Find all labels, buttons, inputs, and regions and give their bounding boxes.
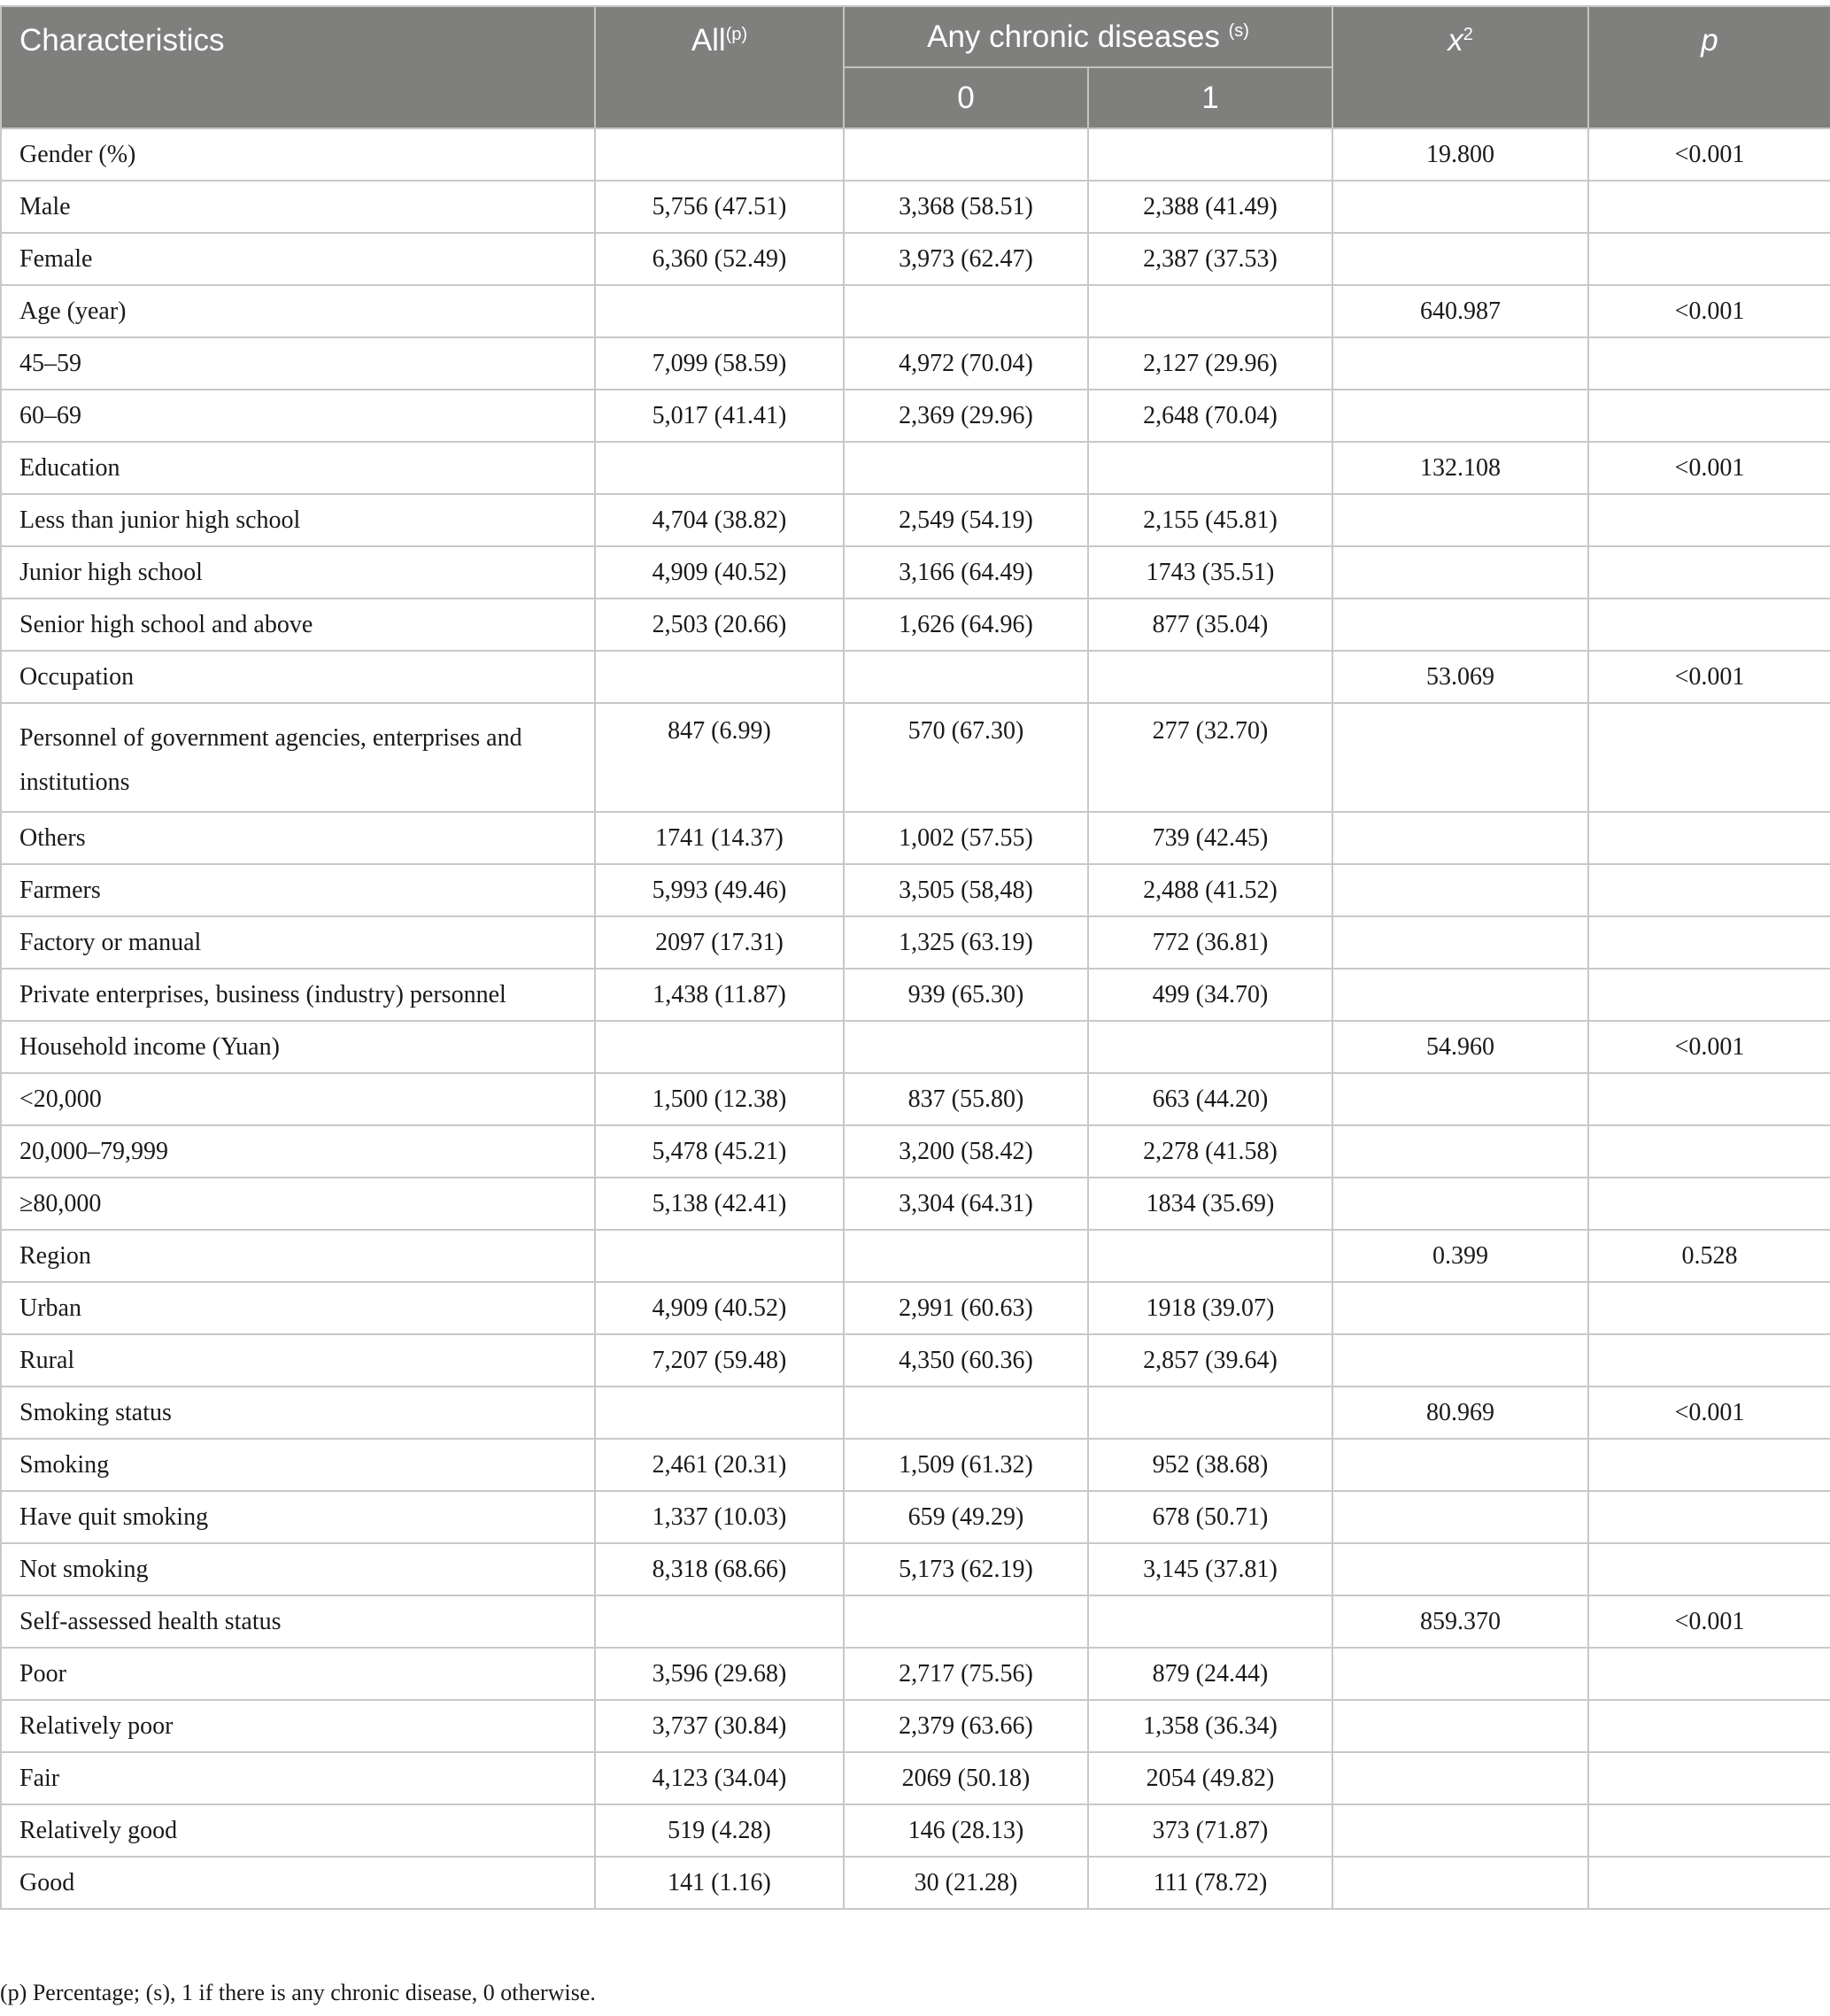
characteristic-cell: ≥80,000	[1, 1178, 595, 1230]
chronic-cell	[1088, 651, 1332, 703]
table-header	[1, 6, 1830, 128]
characteristic-cell: Gender (%)	[1, 128, 595, 181]
chi2-cell	[1332, 1439, 1588, 1491]
header-any-chronic-label: Any chronic diseases	[927, 19, 1229, 54]
p-value-cell	[1588, 703, 1830, 812]
all-cell: 5,993 (49.46)	[595, 864, 844, 916]
table-row	[1, 546, 1830, 599]
chronic-cell: 879 (24.44)	[1088, 1648, 1332, 1700]
header-chi2-sup: 2	[1463, 25, 1473, 44]
table-row	[1, 812, 1830, 864]
chi2-cell	[1332, 1491, 1588, 1543]
header-p-label: p	[1701, 23, 1718, 58]
p-value-cell	[1588, 864, 1830, 916]
p-value-cell	[1588, 1700, 1830, 1752]
all-cell: 5,756 (47.51)	[595, 181, 844, 233]
all-cell: 7,099 (58.59)	[595, 337, 844, 390]
characteristic-cell: Have quit smoking	[1, 1491, 595, 1543]
all-cell: 2,461 (20.31)	[595, 1439, 844, 1491]
chronic-cell: 663 (44.20)	[1088, 1073, 1332, 1125]
table-row	[1, 703, 1830, 812]
chronic-cell: 277 (32.70)	[1088, 703, 1332, 812]
chronic-cell: 2,278 (41.58)	[1088, 1125, 1332, 1178]
chronic-cell: 739 (42.45)	[1088, 812, 1332, 864]
p-value-cell: <0.001	[1588, 1386, 1830, 1439]
chronic-cell: 3,145 (37.81)	[1088, 1543, 1332, 1595]
chi2-cell	[1332, 390, 1588, 442]
all-cell: 4,704 (38.82)	[595, 494, 844, 546]
no-chronic-cell	[844, 442, 1088, 494]
p-value-cell: <0.001	[1588, 651, 1830, 703]
p-value-cell	[1588, 969, 1830, 1021]
all-cell: 2,503 (20.66)	[595, 599, 844, 651]
chronic-cell: 499 (34.70)	[1088, 969, 1332, 1021]
no-chronic-cell: 2,991 (60.63)	[844, 1282, 1088, 1334]
characteristic-cell: Poor	[1, 1648, 595, 1700]
characteristics-table	[0, 5, 1830, 1910]
no-chronic-cell	[844, 1386, 1088, 1439]
characteristic-cell: 20,000–79,999	[1, 1125, 595, 1178]
chronic-cell: 373 (71.87)	[1088, 1804, 1332, 1857]
chronic-cell: 2,648 (70.04)	[1088, 390, 1332, 442]
chi2-cell	[1332, 1125, 1588, 1178]
p-value-cell	[1588, 1439, 1830, 1491]
no-chronic-cell	[844, 651, 1088, 703]
table-container	[0, 5, 1830, 1910]
p-value-cell: <0.001	[1588, 285, 1830, 337]
table-row	[1, 1021, 1830, 1073]
no-chronic-cell: 3,368 (58.51)	[844, 181, 1088, 233]
all-cell: 6,360 (52.49)	[595, 233, 844, 285]
chi2-cell: 80.969	[1332, 1386, 1588, 1439]
table-row	[1, 1334, 1830, 1386]
chronic-cell	[1088, 128, 1332, 181]
no-chronic-cell: 30 (21.28)	[844, 1857, 1088, 1909]
chi2-cell	[1332, 599, 1588, 651]
characteristic-cell: Good	[1, 1857, 595, 1909]
p-value-cell	[1588, 1804, 1830, 1857]
chi2-cell	[1332, 1334, 1588, 1386]
chronic-cell: 111 (78.72)	[1088, 1857, 1332, 1909]
no-chronic-cell: 3,505 (58,48)	[844, 864, 1088, 916]
characteristic-cell: Others	[1, 812, 595, 864]
chronic-cell	[1088, 1230, 1332, 1282]
chi2-cell	[1332, 1073, 1588, 1125]
all-cell	[595, 285, 844, 337]
all-cell	[595, 651, 844, 703]
no-chronic-cell	[844, 128, 1088, 181]
all-cell: 519 (4.28)	[595, 1804, 844, 1857]
no-chronic-cell: 837 (55.80)	[844, 1073, 1088, 1125]
all-cell: 1,438 (11.87)	[595, 969, 844, 1021]
chi2-cell: 54.960	[1332, 1021, 1588, 1073]
chronic-cell	[1088, 285, 1332, 337]
p-value-cell	[1588, 1857, 1830, 1909]
p-value-cell	[1588, 1178, 1830, 1230]
table-row	[1, 233, 1830, 285]
characteristic-cell: Private enterprises, business (industry) personnel	[1, 969, 595, 1021]
no-chronic-cell: 1,325 (63.19)	[844, 916, 1088, 969]
table-row	[1, 651, 1830, 703]
all-cell	[595, 1595, 844, 1648]
chronic-cell: 678 (50.71)	[1088, 1491, 1332, 1543]
p-value-cell	[1588, 181, 1830, 233]
table-row	[1, 1178, 1830, 1230]
chronic-cell	[1088, 1021, 1332, 1073]
p-value-cell	[1588, 546, 1830, 599]
chi2-cell	[1332, 812, 1588, 864]
chi2-cell	[1332, 1178, 1588, 1230]
chronic-cell: 2,127 (29.96)	[1088, 337, 1332, 390]
p-value-cell	[1588, 233, 1830, 285]
chronic-cell: 1,358 (36.34)	[1088, 1700, 1332, 1752]
all-cell	[595, 1021, 844, 1073]
characteristic-cell: Relatively good	[1, 1804, 595, 1857]
characteristic-cell: Household income (Yuan)	[1, 1021, 595, 1073]
chi2-cell	[1332, 1752, 1588, 1804]
table-row	[1, 1700, 1830, 1752]
table-row	[1, 442, 1830, 494]
table-row	[1, 1804, 1830, 1857]
p-value-cell	[1588, 1543, 1830, 1595]
chi2-cell	[1332, 494, 1588, 546]
no-chronic-cell: 1,002 (57.55)	[844, 812, 1088, 864]
table-row	[1, 1648, 1830, 1700]
all-cell: 5,138 (42.41)	[595, 1178, 844, 1230]
p-value-cell	[1588, 390, 1830, 442]
table-row	[1, 1230, 1830, 1282]
all-cell: 1,500 (12.38)	[595, 1073, 844, 1125]
p-value-cell	[1588, 1752, 1830, 1804]
chronic-cell: 772 (36.81)	[1088, 916, 1332, 969]
no-chronic-cell	[844, 1021, 1088, 1073]
chronic-cell	[1088, 1386, 1332, 1439]
characteristic-cell: Smoking status	[1, 1386, 595, 1439]
table-row	[1, 969, 1830, 1021]
p-value-cell	[1588, 916, 1830, 969]
all-cell: 141 (1.16)	[595, 1857, 844, 1909]
header-all-sup: (p)	[725, 25, 748, 44]
all-cell: 3,737 (30.84)	[595, 1700, 844, 1752]
characteristic-cell: 45–59	[1, 337, 595, 390]
chi2-cell: 0.399	[1332, 1230, 1588, 1282]
chronic-cell: 2,388 (41.49)	[1088, 181, 1332, 233]
table-row	[1, 181, 1830, 233]
header-all	[595, 6, 844, 128]
no-chronic-cell: 2,717 (75.56)	[844, 1648, 1088, 1700]
p-value-cell	[1588, 1648, 1830, 1700]
table-row	[1, 1073, 1830, 1125]
p-value-cell: <0.001	[1588, 128, 1830, 181]
table-row	[1, 1386, 1830, 1439]
table-row	[1, 128, 1830, 181]
p-value-cell	[1588, 1125, 1830, 1178]
p-value-cell	[1588, 1334, 1830, 1386]
characteristic-cell: Female	[1, 233, 595, 285]
no-chronic-cell	[844, 285, 1088, 337]
p-value-cell	[1588, 1073, 1830, 1125]
chi2-cell: 640.987	[1332, 285, 1588, 337]
no-chronic-cell: 146 (28.13)	[844, 1804, 1088, 1857]
p-value-cell	[1588, 812, 1830, 864]
no-chronic-cell: 4,350 (60.36)	[844, 1334, 1088, 1386]
table-row	[1, 1282, 1830, 1334]
table-row	[1, 1595, 1830, 1648]
header-sub-0: 0	[844, 67, 1088, 128]
chi2-cell	[1332, 546, 1588, 599]
all-cell: 847 (6.99)	[595, 703, 844, 812]
all-cell: 8,318 (68.66)	[595, 1543, 844, 1595]
p-value-cell: <0.001	[1588, 442, 1830, 494]
chi2-cell	[1332, 1700, 1588, 1752]
table-row	[1, 337, 1830, 390]
characteristic-cell: Less than junior high school	[1, 494, 595, 546]
table-row	[1, 1439, 1830, 1491]
chronic-cell: 952 (38.68)	[1088, 1439, 1332, 1491]
table-row	[1, 1125, 1830, 1178]
characteristic-cell: Region	[1, 1230, 595, 1282]
chi2-cell	[1332, 1804, 1588, 1857]
all-cell: 2097 (17.31)	[595, 916, 844, 969]
header-any-chronic	[844, 6, 1332, 67]
no-chronic-cell: 5,173 (62.19)	[844, 1543, 1088, 1595]
chi2-cell	[1332, 337, 1588, 390]
chronic-cell: 877 (35.04)	[1088, 599, 1332, 651]
header-chi2	[1332, 6, 1588, 128]
all-cell: 4,909 (40.52)	[595, 1282, 844, 1334]
all-cell: 5,478 (45.21)	[595, 1125, 844, 1178]
no-chronic-cell: 3,200 (58.42)	[844, 1125, 1088, 1178]
no-chronic-cell: 2,379 (63.66)	[844, 1700, 1088, 1752]
characteristic-cell: Junior high school	[1, 546, 595, 599]
no-chronic-cell: 3,304 (64.31)	[844, 1178, 1088, 1230]
header-any-chronic-sup: (s)	[1228, 20, 1249, 41]
chi2-cell	[1332, 703, 1588, 812]
chi2-cell	[1332, 181, 1588, 233]
chi2-cell: 53.069	[1332, 651, 1588, 703]
p-value-cell: 0.528	[1588, 1230, 1830, 1282]
all-cell	[595, 442, 844, 494]
characteristic-cell: Not smoking	[1, 1543, 595, 1595]
chi2-cell: 859.370	[1332, 1595, 1588, 1648]
characteristic-cell: Male	[1, 181, 595, 233]
table-row	[1, 285, 1830, 337]
chi2-cell	[1332, 1648, 1588, 1700]
p-value-cell	[1588, 1282, 1830, 1334]
table-row	[1, 599, 1830, 651]
chronic-cell	[1088, 1595, 1332, 1648]
no-chronic-cell: 2,549 (54.19)	[844, 494, 1088, 546]
characteristic-cell: Urban	[1, 1282, 595, 1334]
p-value-cell: <0.001	[1588, 1021, 1830, 1073]
characteristic-cell: 60–69	[1, 390, 595, 442]
all-cell: 5,017 (41.41)	[595, 390, 844, 442]
all-cell: 4,909 (40.52)	[595, 546, 844, 599]
all-cell	[595, 1386, 844, 1439]
table-row	[1, 494, 1830, 546]
no-chronic-cell: 2069 (50.18)	[844, 1752, 1088, 1804]
characteristic-cell: Farmers	[1, 864, 595, 916]
chi2-cell	[1332, 1282, 1588, 1334]
characteristic-cell: Self-assessed health status	[1, 1595, 595, 1648]
all-cell	[595, 128, 844, 181]
header-p	[1588, 6, 1830, 128]
all-cell: 7,207 (59.48)	[595, 1334, 844, 1386]
table-row	[1, 1543, 1830, 1595]
chronic-cell: 2,155 (45.81)	[1088, 494, 1332, 546]
no-chronic-cell: 939 (65.30)	[844, 969, 1088, 1021]
chi2-cell	[1332, 1857, 1588, 1909]
chronic-cell: 2,488 (41.52)	[1088, 864, 1332, 916]
chi2-cell	[1332, 916, 1588, 969]
no-chronic-cell: 3,973 (62.47)	[844, 233, 1088, 285]
chronic-cell: 1918 (39.07)	[1088, 1282, 1332, 1334]
chronic-cell: 2,857 (39.64)	[1088, 1334, 1332, 1386]
chi2-cell: 19.800	[1332, 128, 1588, 181]
all-cell: 1741 (14.37)	[595, 812, 844, 864]
table-row	[1, 1857, 1830, 1909]
header-chi2-label: x	[1448, 23, 1463, 58]
chi2-cell	[1332, 233, 1588, 285]
characteristic-cell: <20,000	[1, 1073, 595, 1125]
table-row	[1, 1491, 1830, 1543]
characteristic-cell: Factory or manual	[1, 916, 595, 969]
chi2-cell: 132.108	[1332, 442, 1588, 494]
no-chronic-cell: 4,972 (70.04)	[844, 337, 1088, 390]
characteristic-cell: Relatively poor	[1, 1700, 595, 1752]
chi2-cell	[1332, 1543, 1588, 1595]
no-chronic-cell: 570 (67.30)	[844, 703, 1088, 812]
p-value-cell	[1588, 337, 1830, 390]
p-value-cell	[1588, 494, 1830, 546]
chronic-cell	[1088, 442, 1332, 494]
table-row	[1, 864, 1830, 916]
no-chronic-cell: 1,626 (64.96)	[844, 599, 1088, 651]
all-cell: 4,123 (34.04)	[595, 1752, 844, 1804]
header-characteristics: Characteristics	[1, 6, 595, 128]
chronic-cell: 2054 (49.82)	[1088, 1752, 1332, 1804]
characteristic-cell: Smoking	[1, 1439, 595, 1491]
header-all-label: All	[691, 23, 726, 58]
no-chronic-cell	[844, 1595, 1088, 1648]
characteristic-cell: Occupation	[1, 651, 595, 703]
p-value-cell	[1588, 1491, 1830, 1543]
characteristic-cell: Fair	[1, 1752, 595, 1804]
characteristic-cell: Senior high school and above	[1, 599, 595, 651]
chi2-cell	[1332, 864, 1588, 916]
table-row	[1, 1752, 1830, 1804]
chronic-cell: 2,387 (37.53)	[1088, 233, 1332, 285]
all-cell	[595, 1230, 844, 1282]
no-chronic-cell: 1,509 (61.32)	[844, 1439, 1088, 1491]
all-cell: 3,596 (29.68)	[595, 1648, 844, 1700]
table-row	[1, 390, 1830, 442]
chronic-cell: 1743 (35.51)	[1088, 546, 1332, 599]
table-body	[1, 128, 1830, 1909]
table-row	[1, 916, 1830, 969]
no-chronic-cell: 3,166 (64.49)	[844, 546, 1088, 599]
characteristic-cell: Education	[1, 442, 595, 494]
no-chronic-cell: 2,369 (29.96)	[844, 390, 1088, 442]
chi2-cell	[1332, 969, 1588, 1021]
all-cell: 1,337 (10.03)	[595, 1491, 844, 1543]
p-value-cell	[1588, 599, 1830, 651]
header-sub-1: 1	[1088, 67, 1332, 128]
no-chronic-cell	[844, 1230, 1088, 1282]
characteristic-cell: Rural	[1, 1334, 595, 1386]
no-chronic-cell: 659 (49.29)	[844, 1491, 1088, 1543]
chronic-cell: 1834 (35.69)	[1088, 1178, 1332, 1230]
header-row-1	[1, 6, 1830, 67]
p-value-cell: <0.001	[1588, 1595, 1830, 1648]
characteristic-cell: Personnel of government agencies, enterprises and institutions	[1, 703, 595, 812]
table-footnote: (p) Percentage; (s), 1 if there is any chronic disease, 0 otherwise.	[0, 1980, 596, 2005]
characteristic-cell: Age (year)	[1, 285, 595, 337]
